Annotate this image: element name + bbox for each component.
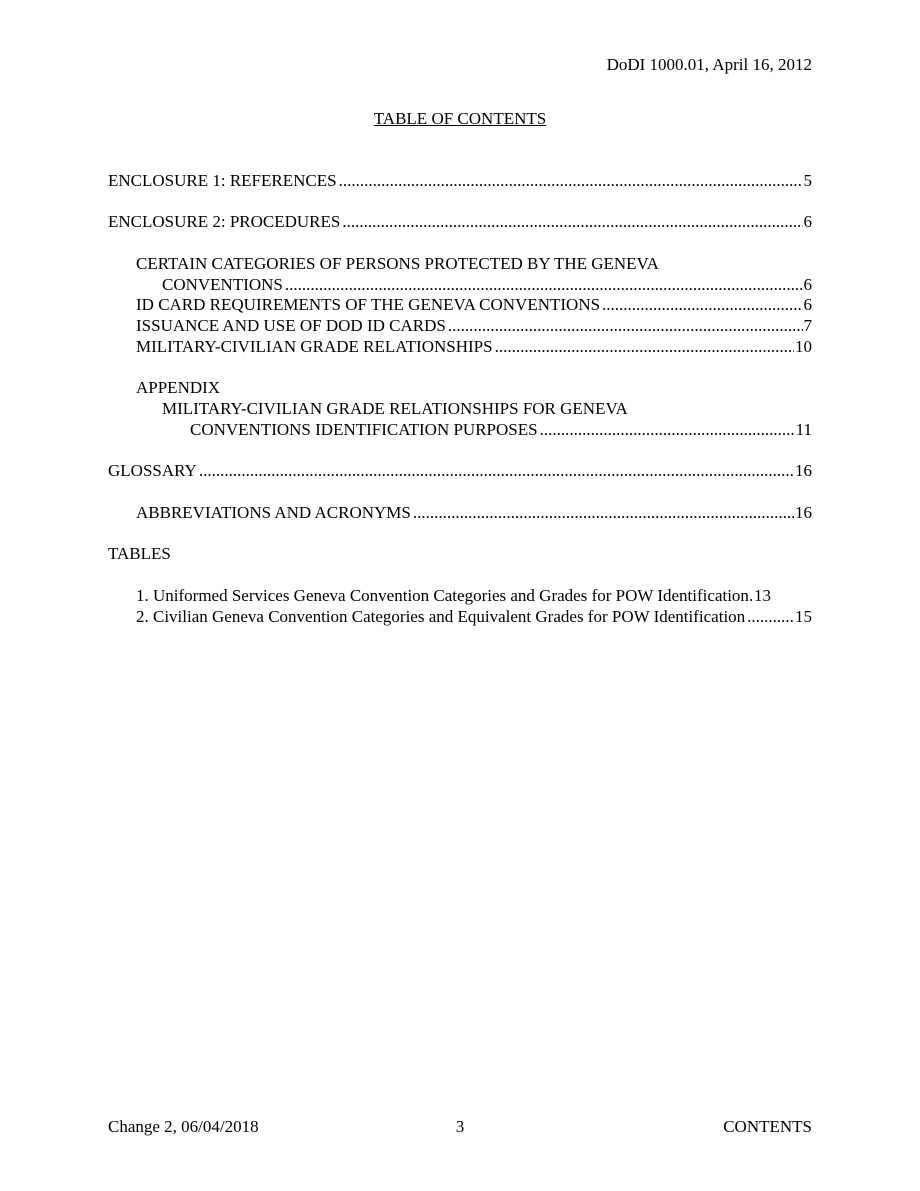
toc-entry-page: 6: [803, 295, 812, 314]
page-footer: [108, 1117, 812, 1137]
toc-entry-page: 11: [795, 420, 812, 439]
toc-entry-label: CONVENTIONS: [162, 275, 283, 294]
toc-entry-label: CONVENTIONS IDENTIFICATION PURPOSES: [190, 420, 538, 439]
toc-appendix-heading: APPENDIX: [136, 378, 221, 397]
toc-entry-certain-categories-line1[interactable]: CERTAIN CATEGORIES OF PERSONS PROTECTED BY THE GENEVA: [136, 254, 659, 273]
toc-leader-dots: [199, 461, 794, 481]
toc-leader-dots: [339, 171, 803, 191]
toc-entry-appendix[interactable]: [190, 420, 812, 440]
toc-leader-dots: [602, 295, 802, 315]
toc-entry-page: 7: [803, 316, 812, 335]
toc-entry-id-card-requirements[interactable]: [136, 295, 812, 315]
toc-entry-label: 1. Uniformed Services Geneva Convention Categories and Grades for POW Identification: [136, 586, 749, 605]
toc-entry-label: 2. Civilian Geneva Convention Categories and Equivalent Grades for POW Identification: [136, 607, 746, 626]
toc-entry-label: GLOSSARY: [108, 461, 197, 480]
toc-leader-dots: [540, 420, 795, 440]
toc-entry-enclosure-2[interactable]: [108, 212, 812, 232]
document-header: DoDI 1000.01, April 16, 2012: [606, 55, 812, 74]
toc-entry-enclosure-1[interactable]: [108, 171, 812, 191]
footer-change: Change 2, 06/04/2018: [108, 1117, 259, 1136]
toc-entry-label: ENCLOSURE 2: PROCEDURES: [108, 212, 341, 231]
page-title: TABLE OF CONTENTS: [373, 109, 547, 128]
toc-entry-page: 16: [795, 461, 812, 480]
toc-entry-page: 6: [803, 275, 812, 294]
footer-section: CONTENTS: [723, 1117, 812, 1136]
toc-leader-dots: [448, 316, 803, 336]
toc-entry-page: 13: [753, 586, 771, 605]
toc-leader-dots: [413, 503, 794, 523]
toc-entry-certain-categories[interactable]: [162, 275, 812, 295]
toc-entry-label: ID CARD REQUIREMENTS OF THE GENEVA CONVENTIONS: [136, 295, 601, 314]
toc-entry-label: ENCLOSURE 1: REFERENCES: [108, 171, 337, 190]
toc-entry-page: 6: [803, 212, 812, 231]
toc-entry-page: 15: [795, 607, 812, 626]
toc-entry-label: MILITARY-CIVILIAN GRADE RELATIONSHIPS: [136, 337, 493, 356]
toc-entry-grade-relationships[interactable]: [136, 337, 812, 357]
toc-leader-dots: [747, 607, 794, 627]
toc-leader-dots: [285, 275, 803, 295]
toc-entry-abbreviations[interactable]: [136, 503, 812, 523]
toc-leader-dots: [495, 337, 794, 357]
toc-entry-page: 16: [795, 503, 812, 522]
toc-leader-dots: [342, 212, 802, 232]
toc-entry-page: 5: [803, 171, 812, 190]
toc-leader-dots: [749, 586, 753, 606]
toc-entry-label: ABBREVIATIONS AND ACRONYMS: [136, 503, 411, 522]
toc-entry-page: 10: [795, 337, 812, 356]
toc-entry-table-1[interactable]: [136, 586, 812, 606]
toc-entry-glossary[interactable]: [108, 461, 812, 481]
toc-entry-appendix-line1[interactable]: MILITARY-CIVILIAN GRADE RELATIONSHIPS FOR GENEVA: [162, 399, 628, 418]
toc-tables-heading: TABLES: [108, 544, 171, 563]
toc-entry-table-2[interactable]: [136, 607, 812, 627]
toc-entry-issuance[interactable]: [136, 316, 812, 336]
toc-entry-label: ISSUANCE AND USE OF DOD ID CARDS: [136, 316, 446, 335]
footer-page-number: 3: [455, 1117, 465, 1136]
